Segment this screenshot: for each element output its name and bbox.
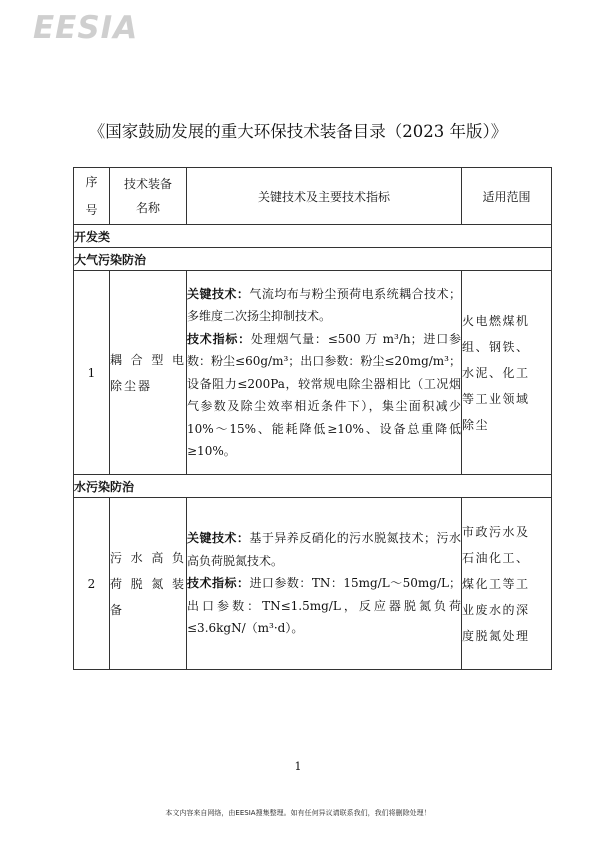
application-scope: 火电燃煤机 组、钢铁、 水泥、化工 等工业领域 除尘 <box>462 271 552 475</box>
section-title-water: 水污染防治 <box>74 475 552 498</box>
header-equipment-name: 技术装备 名称 <box>110 168 187 225</box>
technology-description <box>187 498 462 670</box>
equipment-name: 污水高负 荷脱氮装 备 <box>110 498 187 670</box>
row-number: 2 <box>74 498 110 670</box>
key-technology: 关键技术：气流均布与粉尘预荷电系统耦合技术；多维度二次扬尘抑制技术。 <box>187 286 461 323</box>
eesia-logo: EESIA <box>33 10 139 46</box>
header-key-technology: 关键技术及主要技术指标 <box>187 168 462 225</box>
technology-description <box>187 271 462 475</box>
table-row <box>74 271 552 475</box>
page-number: 1 <box>294 760 302 773</box>
header-serial-number: 序 号 <box>74 168 110 225</box>
equipment-name: 耦合型电 除尘器 <box>110 271 187 475</box>
row-number: 1 <box>74 271 110 475</box>
section-row <box>74 475 552 498</box>
category-row <box>74 225 552 248</box>
application-scope: 市政污水及 石油化工、 煤化工等工 业废水的深 度脱氮处理 <box>462 498 552 670</box>
document-title: 《国家鼓励发展的重大环保技术装备目录（2023 年版）》 <box>88 122 508 141</box>
section-row <box>74 248 552 271</box>
footer-disclaimer: 本文内容来自网络，由EESIA搜集整理。如有任何异议请联系我们，我们将删除处理！ <box>165 809 431 817</box>
table-header-row <box>74 168 552 225</box>
category-label: 开发类 <box>74 225 552 248</box>
section-title-air: 大气污染防治 <box>74 248 552 271</box>
technical-indicators: 技术指标：进口参数：TN：15mg/L～50mg/L；出口参数：TN≤1.5mg/L，反应器脱氮负荷≤3.6kgN/（m³·d）。 <box>187 576 461 636</box>
equipment-table <box>73 167 552 670</box>
header-application-scope: 适用范围 <box>462 168 552 225</box>
key-technology: 关键技术：基于异养反硝化的污水脱氮技术；污水高负荷脱氮技术。 <box>187 531 461 568</box>
table-row <box>74 498 552 670</box>
technical-indicators: 技术指标：处理烟气量：≤500 万 m³/h；进口参数：粉尘≤60g/m³；出口参数：粉尘≤20mg/m³；设备阻力≤200Pa，较常规电除尘器相比（工况烟气参数及除尘效率相近条件下），集尘面积减少 10%～15%、能耗降低≥10%、设备总重降低≥10%。 <box>187 331 461 458</box>
